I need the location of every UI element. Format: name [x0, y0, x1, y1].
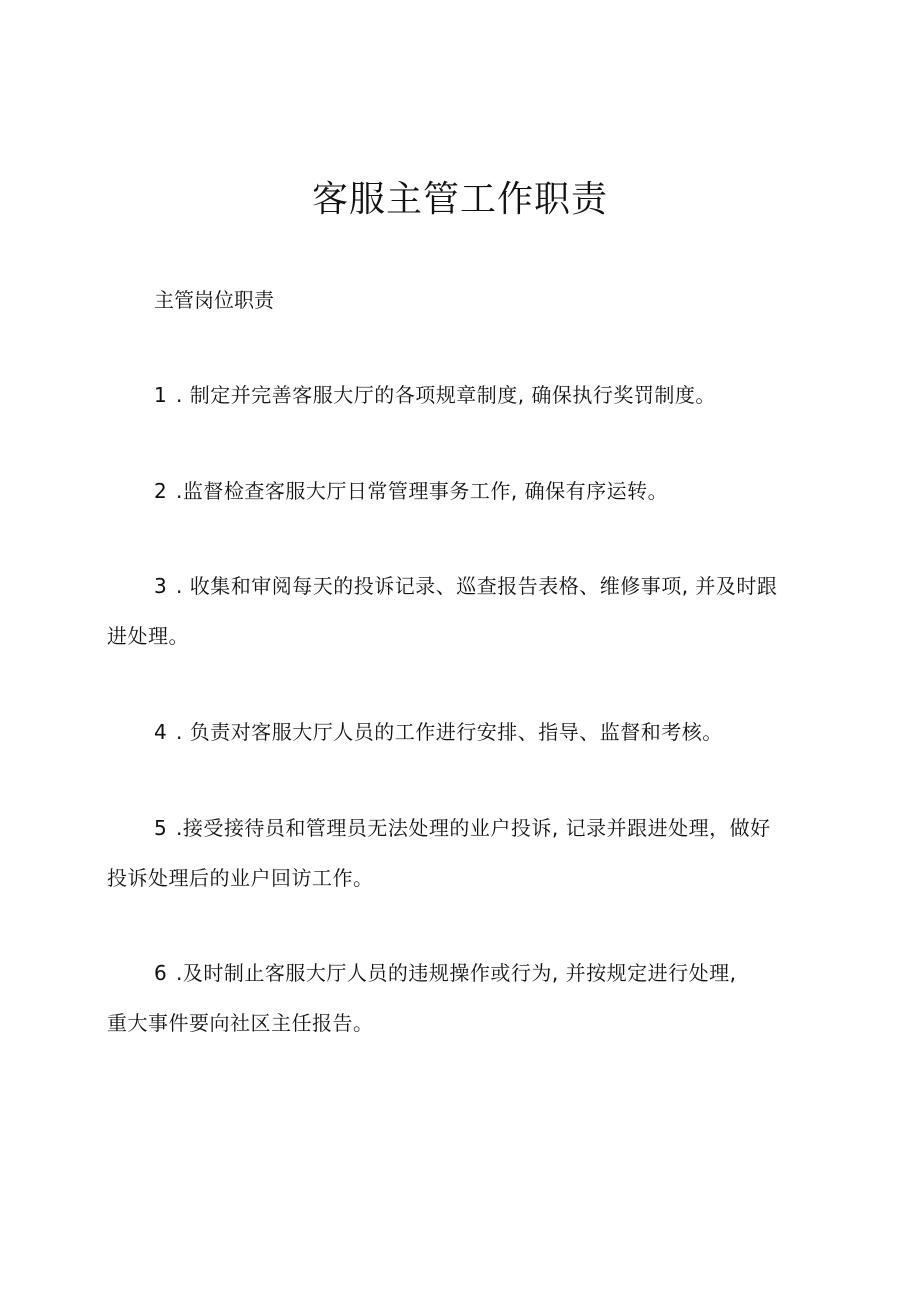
- duty-item-4: [107, 707, 815, 757]
- document-title: 客服主管工作职责: [311, 179, 608, 220]
- duty-item-line: [107, 466, 815, 516]
- duty-item-text: . 制定并完善客服大厅的各项规章制度, 确保执行奖罚制度。: [176, 383, 716, 407]
- duty-item-number: 5: [154, 816, 168, 840]
- duty-item-1: [107, 370, 815, 420]
- duty-item-2: [107, 466, 815, 516]
- duty-item-continuation: 进处理。: [107, 624, 189, 648]
- duty-item-line: [107, 948, 815, 998]
- duty-item-line: [107, 803, 815, 853]
- duty-item-continuation: 投诉处理后的业户回访工作。: [107, 866, 374, 890]
- duty-item-text: .接受接待员和管理员无法处理的业户投诉, 记录并跟进处理，做好: [176, 816, 771, 840]
- duty-item-number: 2: [154, 479, 168, 503]
- duty-item-text: . 负责对客服大厅人员的工作进行安排、指导、监督和考核。: [176, 720, 723, 744]
- duty-item-3: [107, 561, 815, 661]
- duty-item-number: 1: [154, 383, 168, 407]
- duty-item-text: . 收集和审阅每天的投诉记录、巡查报告表格、维修事项, 并及时跟: [176, 574, 778, 598]
- duty-item-text: .及时制止客服大厅人员的违规操作或行为, 并按规定进行处理,: [176, 961, 737, 985]
- duty-item-continuation: 重大事件要向社区主任报告。: [107, 1011, 374, 1035]
- duty-item-line: [107, 561, 815, 611]
- duty-item-number: 3: [154, 574, 168, 598]
- duty-item-5: [107, 803, 815, 903]
- duty-item-text: .监督检查客服大厅日常管理事务工作, 确保有序运转。: [176, 479, 669, 503]
- duty-item-number: 6: [154, 961, 168, 985]
- duty-item-6: [107, 948, 815, 1048]
- section-heading: 主管岗位职责: [154, 288, 274, 312]
- duty-item-line: [107, 707, 815, 757]
- duty-item-line: [107, 370, 815, 420]
- duty-item-number: 4: [154, 720, 168, 744]
